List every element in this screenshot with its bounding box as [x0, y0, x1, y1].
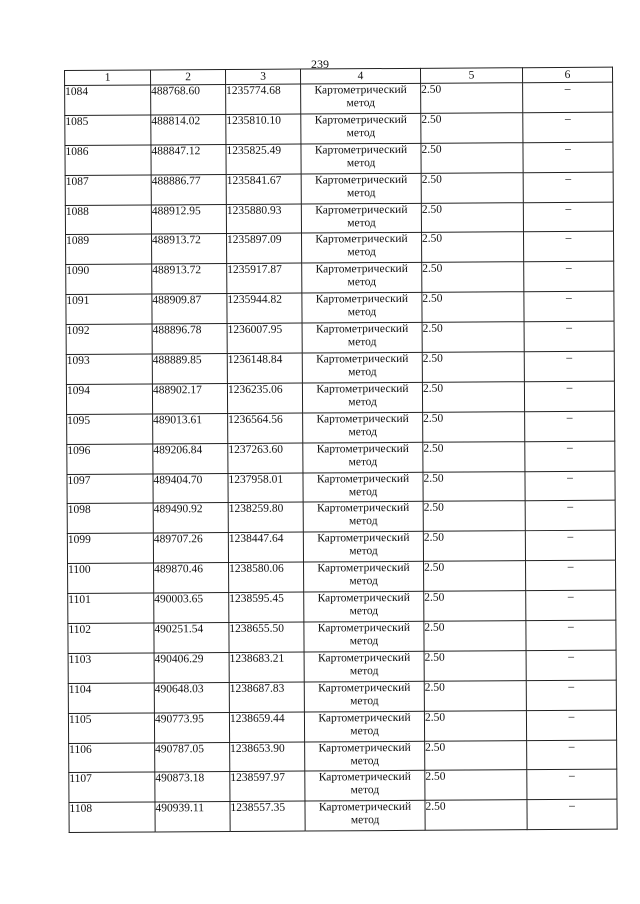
method-cell: [301, 113, 421, 144]
y-coordinate-cell: 1235841.67: [226, 174, 301, 204]
y-coordinate-cell: 1235917.87: [227, 263, 302, 293]
accuracy-cell: 2.50: [424, 591, 526, 622]
method-line-1: Картометрический: [316, 382, 409, 396]
y-coordinate-cell: 1236235.06: [227, 383, 302, 413]
method-line-1: Картометрический: [316, 472, 410, 486]
accuracy-cell: 2.50: [421, 142, 523, 173]
accuracy-cell: 2.50: [424, 561, 526, 592]
accuracy-cell: 2.50: [422, 352, 524, 383]
x-coordinate-cell: 490406.29: [154, 652, 229, 682]
point-number-cell: 1090: [66, 264, 152, 294]
point-number-cell: 1094: [66, 384, 152, 414]
point-number-cell: 1088: [65, 205, 151, 235]
note-cell: –: [524, 381, 614, 411]
note-cell: –: [523, 82, 613, 112]
method-cell: [303, 412, 423, 443]
method-line-2: метод: [346, 156, 376, 170]
note-cell: –: [527, 740, 617, 770]
y-coordinate-cell: 1237263.60: [228, 443, 303, 473]
method-line-1: Картометрический: [318, 711, 411, 725]
column-header-1: 1: [65, 70, 151, 86]
accuracy-cell: 2.50: [423, 441, 525, 472]
table-row: [68, 650, 616, 683]
method-line-2: метод: [348, 366, 377, 379]
x-coordinate-cell: 489870.46: [154, 563, 229, 593]
table-row: [68, 620, 616, 653]
note-cell: –: [525, 471, 615, 501]
table-row: [69, 800, 617, 833]
note-cell: –: [523, 202, 613, 232]
note-cell: –: [524, 291, 614, 321]
x-coordinate-cell: 488889.85: [152, 354, 227, 384]
note-cell: –: [523, 142, 613, 172]
note-cell: –: [526, 590, 616, 620]
point-number-cell: 1097: [67, 474, 153, 504]
accuracy-cell: 2.50: [423, 411, 525, 442]
table-row: [65, 112, 613, 145]
method-line-2: метод: [348, 515, 378, 528]
x-coordinate-cell: 488913.72: [152, 264, 227, 294]
method-line-2: метод: [350, 784, 380, 797]
method-line-2: метод: [346, 186, 376, 199]
x-coordinate-cell: 488847.12: [151, 144, 226, 174]
method-cell: [305, 741, 425, 772]
method-line-1: Картометрический: [315, 203, 408, 217]
method-line-1: Картометрический: [314, 113, 407, 127]
method-line-2: метод: [348, 425, 378, 439]
table-row: [69, 770, 617, 803]
y-coordinate-cell: 1235897.09: [227, 234, 302, 264]
method-line-2: метод: [350, 754, 380, 767]
x-coordinate-cell: 488912.95: [151, 204, 226, 234]
y-coordinate-cell: 1235944.82: [227, 293, 302, 323]
table-row: [66, 232, 614, 265]
point-number-cell: 1108: [69, 802, 155, 832]
method-line-2: метод: [347, 306, 377, 319]
method-line-2: метод: [350, 814, 380, 827]
method-line-1: Картометрический: [316, 442, 409, 456]
accuracy-cell: 2.50: [424, 681, 526, 712]
x-coordinate-cell: 488886.77: [151, 174, 226, 204]
point-number-cell: 1101: [68, 593, 154, 623]
y-coordinate-cell: 1238683.21: [229, 652, 304, 682]
point-number-cell: 1098: [67, 503, 153, 533]
x-coordinate-cell: 490787.05: [155, 742, 230, 772]
method-cell: [304, 562, 424, 593]
note-cell: –: [525, 531, 615, 561]
method-cell: [304, 651, 424, 682]
x-coordinate-cell: 488902.17: [152, 383, 227, 413]
accuracy-cell: 2.50: [421, 113, 523, 144]
point-number-cell: 1091: [66, 294, 152, 324]
point-number-cell: 1100: [68, 563, 154, 593]
method-line-1: Картометрический: [315, 233, 408, 246]
y-coordinate-cell: 1235825.49: [226, 144, 301, 174]
method-line-2: метод: [347, 336, 377, 349]
method-line-1: Картометрический: [315, 323, 409, 336]
method-line-1: Картометрический: [317, 621, 411, 635]
x-coordinate-cell: 489206.84: [153, 443, 228, 473]
point-number-cell: 1089: [66, 234, 152, 264]
accuracy-cell: 2.50: [421, 83, 523, 114]
table-row: [66, 381, 614, 414]
x-coordinate-cell: 488909.87: [152, 294, 227, 324]
method-cell: [304, 681, 424, 712]
note-cell: –: [526, 650, 616, 680]
method-line-1: Картометрический: [314, 143, 408, 157]
point-number-cell: 1099: [67, 533, 153, 563]
table-row: [65, 142, 613, 175]
method-line-1: Картометрический: [314, 83, 407, 97]
table-row: [68, 560, 616, 593]
point-number-cell: 1093: [66, 354, 152, 384]
table-row: [67, 411, 615, 444]
table-row: [68, 710, 616, 743]
y-coordinate-cell: 1238597.97: [230, 772, 305, 802]
y-coordinate-cell: 1238447.64: [228, 532, 303, 562]
accuracy-cell: 2.50: [422, 292, 524, 323]
note-cell: –: [527, 800, 617, 830]
table-row: [67, 501, 615, 534]
note-cell: –: [523, 232, 613, 262]
accuracy-cell: 2.50: [421, 202, 523, 233]
method-line-2: метод: [350, 694, 379, 708]
note-cell: –: [525, 441, 615, 471]
note-cell: –: [525, 501, 615, 531]
method-cell: [302, 293, 422, 324]
point-number-cell: 1106: [69, 743, 155, 773]
x-coordinate-cell: 488768.60: [151, 85, 226, 115]
point-number-cell: 1096: [67, 444, 153, 474]
point-number-cell: 1102: [68, 623, 154, 653]
method-line-1: Картометрический: [315, 263, 408, 276]
note-cell: –: [526, 560, 616, 590]
note-cell: –: [526, 680, 616, 710]
y-coordinate-cell: 1235880.93: [226, 204, 301, 234]
point-number-cell: 1107: [69, 772, 155, 802]
method-line-2: метод: [349, 605, 379, 618]
y-coordinate-cell: 1235810.10: [226, 114, 301, 144]
coordinates-table: [64, 67, 618, 834]
note-cell: –: [526, 620, 616, 650]
accuracy-cell: 2.50: [422, 382, 524, 413]
method-line-2: метод: [348, 485, 378, 498]
x-coordinate-cell: 488814.02: [151, 114, 226, 144]
y-coordinate-cell: 1237958.01: [228, 473, 303, 503]
method-line-2: метод: [349, 665, 379, 678]
x-coordinate-cell: 489490.92: [153, 503, 228, 533]
method-line-1: Картометрический: [317, 562, 410, 575]
method-cell: [305, 801, 425, 832]
method-line-2: метод: [346, 97, 376, 110]
method-line-2: метод: [346, 126, 376, 140]
method-cell: [303, 472, 423, 503]
x-coordinate-cell: 489404.70: [153, 473, 228, 503]
y-coordinate-cell: 1238687.83: [229, 682, 304, 712]
x-coordinate-cell: 490939.11: [155, 802, 230, 832]
table-row: [67, 531, 615, 564]
point-number-cell: 1104: [68, 683, 154, 713]
accuracy-cell: 2.50: [424, 710, 526, 741]
column-header-2: 2: [151, 70, 226, 85]
y-coordinate-cell: 1238557.35: [230, 801, 305, 831]
method-line-2: метод: [349, 575, 378, 588]
method-cell: [303, 532, 423, 563]
method-line-1: Картометрический: [317, 651, 411, 665]
method-cell: [301, 203, 421, 234]
method-line-1: Картометрический: [317, 502, 410, 515]
method-line-1: Картометрический: [318, 801, 412, 814]
accuracy-cell: 2.50: [424, 651, 526, 682]
note-cell: –: [523, 172, 613, 202]
point-number-cell: 1103: [68, 653, 154, 683]
column-header-5: 5: [420, 68, 522, 84]
note-cell: –: [524, 351, 614, 381]
note-cell: –: [527, 770, 617, 800]
table-row: [66, 261, 614, 294]
method-line-1: Картометрический: [318, 741, 411, 755]
accuracy-cell: 2.50: [423, 501, 525, 532]
y-coordinate-cell: 1238580.06: [229, 562, 304, 592]
table-row: [66, 321, 614, 354]
y-coordinate-cell: 1238655.50: [229, 622, 304, 652]
x-coordinate-cell: 490003.65: [154, 593, 229, 623]
method-cell: [305, 771, 425, 802]
note-cell: –: [524, 261, 614, 291]
method-cell: [302, 322, 422, 353]
method-line-1: Картометрический: [318, 771, 411, 784]
point-number-cell: 1092: [66, 324, 152, 354]
point-number-cell: 1095: [67, 414, 153, 444]
y-coordinate-cell: 1236007.95: [227, 323, 302, 353]
accuracy-cell: 2.50: [422, 322, 524, 353]
x-coordinate-cell: 490773.95: [154, 712, 229, 742]
table-row: [65, 172, 613, 205]
point-number-cell: 1084: [65, 85, 151, 115]
accuracy-cell: 2.50: [425, 800, 527, 831]
point-number-cell: 1087: [65, 175, 151, 205]
point-number-cell: 1086: [65, 145, 151, 175]
x-coordinate-cell: 490251.54: [154, 623, 229, 653]
accuracy-cell: 2.50: [425, 740, 527, 771]
method-cell: [304, 711, 424, 742]
table-row: [67, 471, 615, 504]
note-cell: –: [523, 112, 613, 142]
table-row: [69, 740, 617, 773]
method-line-1: Картометрический: [316, 412, 409, 426]
method-line-1: Картометрический: [318, 681, 411, 695]
column-header-3: 3: [226, 69, 301, 84]
table-row: [67, 441, 615, 474]
x-coordinate-cell: 488896.78: [152, 324, 227, 354]
point-number-cell: 1085: [65, 115, 151, 145]
method-cell: [302, 382, 422, 413]
method-cell: [302, 352, 422, 383]
y-coordinate-cell: 1235774.68: [226, 84, 301, 114]
method-line-1: Картометрический: [317, 592, 410, 605]
method-line-2: метод: [347, 216, 376, 229]
y-coordinate-cell: 1238595.45: [229, 592, 304, 622]
accuracy-cell: 2.50: [424, 621, 526, 652]
table-row: [66, 351, 614, 384]
y-coordinate-cell: 1236564.56: [228, 413, 303, 443]
accuracy-cell: 2.50: [423, 531, 525, 562]
method-line-2: метод: [349, 635, 379, 648]
table-row: [65, 202, 613, 235]
accuracy-cell: 2.50: [421, 172, 523, 203]
method-line-2: метод: [347, 276, 377, 289]
column-header-4: 4: [300, 68, 420, 84]
note-cell: –: [524, 321, 614, 351]
method-line-2: метод: [348, 455, 378, 468]
point-number-cell: 1105: [68, 713, 154, 743]
method-line-1: Картометрический: [315, 293, 409, 306]
note-cell: –: [526, 710, 616, 740]
accuracy-cell: 2.50: [423, 471, 525, 502]
method-cell: [303, 502, 423, 533]
method-cell: [304, 621, 424, 652]
page-number: 239: [311, 57, 329, 71]
method-line-1: Картометрический: [315, 173, 408, 187]
table-row: [68, 590, 616, 623]
x-coordinate-cell: 490648.03: [154, 682, 229, 712]
method-cell: [304, 591, 424, 622]
method-cell: [301, 173, 421, 204]
method-line-2: метод: [348, 396, 377, 409]
method-line-1: Картометрический: [317, 532, 410, 545]
method-cell: [303, 442, 423, 473]
x-coordinate-cell: 488913.72: [152, 234, 227, 264]
y-coordinate-cell: 1238659.44: [229, 712, 304, 742]
accuracy-cell: 2.50: [422, 262, 524, 293]
note-cell: –: [525, 411, 615, 441]
x-coordinate-cell: 489013.61: [153, 413, 228, 443]
method-cell: [301, 83, 421, 114]
method-line-1: Картометрический: [316, 352, 409, 366]
table-row: [65, 82, 613, 115]
y-coordinate-cell: 1238259.80: [228, 503, 303, 533]
method-line-2: метод: [349, 545, 378, 558]
table-row: [68, 680, 616, 713]
y-coordinate-cell: 1236148.84: [227, 353, 302, 383]
x-coordinate-cell: 489707.26: [153, 533, 228, 563]
method-cell: [301, 143, 421, 174]
method-cell: [302, 263, 422, 294]
table-body: [65, 82, 618, 833]
accuracy-cell: 2.50: [422, 232, 524, 263]
method-line-2: метод: [347, 246, 376, 259]
table-row: [66, 291, 614, 324]
y-coordinate-cell: 1238653.90: [230, 742, 305, 772]
accuracy-cell: 2.50: [425, 770, 527, 801]
column-header-6: 6: [522, 67, 612, 83]
x-coordinate-cell: 490873.18: [155, 772, 230, 802]
method-cell: [302, 233, 422, 264]
method-line-2: метод: [350, 724, 379, 737]
